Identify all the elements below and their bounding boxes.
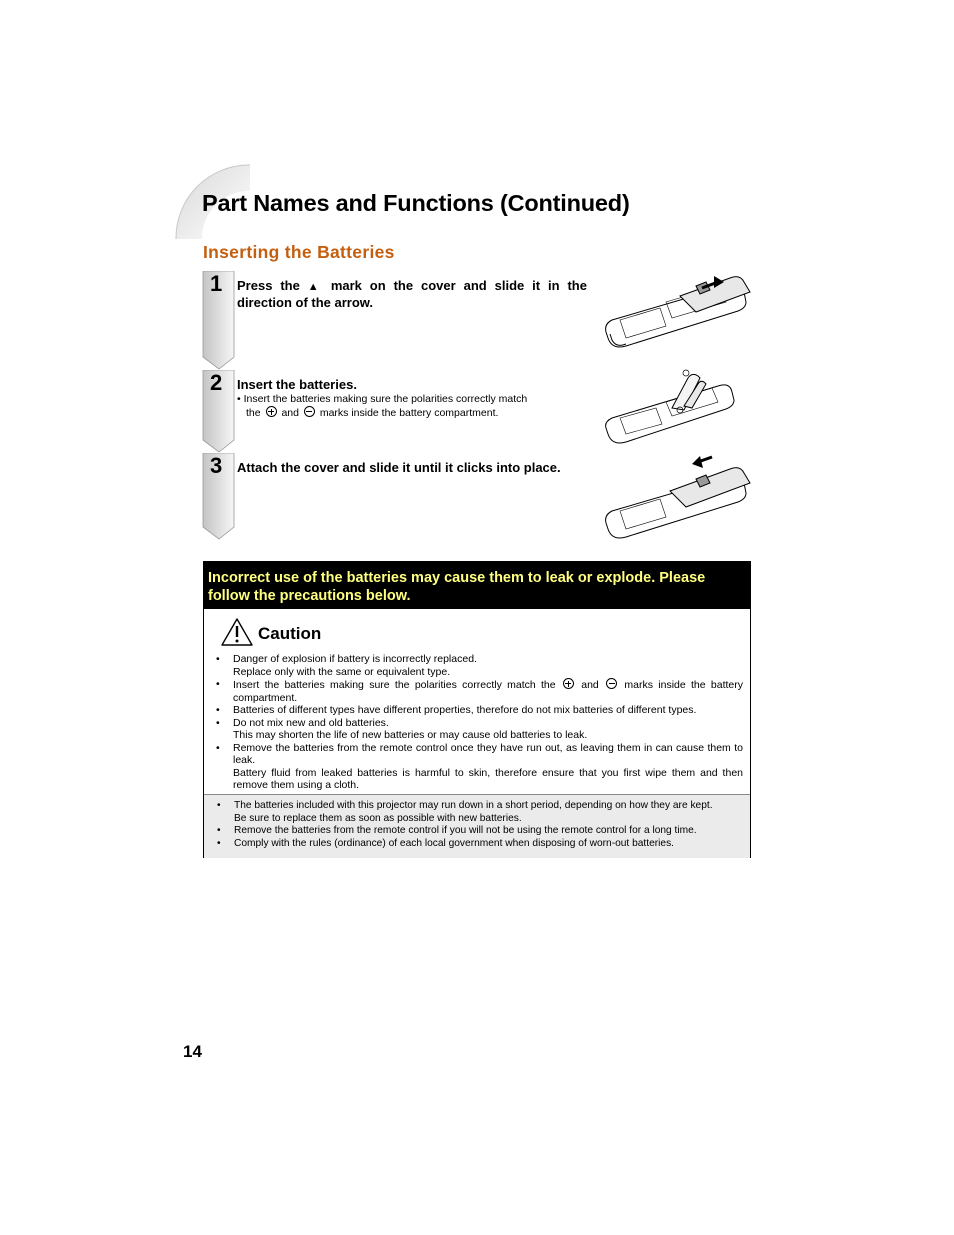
minus-polarity-icon (606, 678, 617, 689)
caution-list (204, 653, 750, 792)
list-item: • Do not mix new and old batteries. This may shorten the life of new batteries or may cause old batteries to leak. (204, 717, 750, 742)
minus-polarity-icon (304, 406, 315, 417)
list-item: • Batteries of different types have different properties, therefore do not mix batteries of different types. (204, 704, 750, 717)
step-2-marker (201, 370, 237, 454)
step-2-instruction: Insert the batteries. (237, 377, 357, 392)
step-number: 1 (210, 271, 223, 296)
cover-attach-illustration (600, 449, 755, 544)
battery-insert-illustration (600, 364, 740, 449)
notes-list (204, 800, 750, 850)
triangle-mark-icon: ▲ (307, 281, 323, 293)
caution-title: Caution (258, 624, 322, 643)
step-number: 3 (210, 453, 223, 478)
remote-cover-slide-illustration (600, 268, 755, 353)
battery-warning-box (203, 561, 751, 858)
list-item: • Insert the batteries making sure the polarities correctly match the and marks inside the battery compartment. (204, 678, 750, 704)
warning-header: Incorrect use of the batteries may cause them to leak or explode. Please follow the precautions below. (204, 562, 750, 609)
notes-area (204, 794, 750, 858)
step-3-marker (201, 453, 237, 541)
list-item: • Comply with the rules (ordinance) of each local government when disposing of worn-out batteries. (204, 838, 750, 851)
step-1-instruction: Press the ▲ mark on the cover and slide it in the direction of the arrow. (237, 278, 587, 310)
list-item: • Remove the batteries from the remote control if you will not be using the remote control for a long time. (204, 825, 750, 838)
list-item: • Remove the batteries from the remote control once they have run out, as leaving them in can cause them to leak. Battery fluid from leaked batteries is harmful to skin, therefore ensure that you first wipe them and then remove them using a cloth. (204, 742, 750, 792)
list-item: • Danger of explosion if battery is incorrectly replaced. Replace only with the same or equivalent type. (204, 653, 750, 678)
list-item: • The batteries included with this projector may run down in a short period, depending on how they are kept. Be sure to replace them as soon as possible with new batteries. (204, 800, 750, 825)
plus-polarity-icon (563, 678, 574, 689)
step-2-note: • Insert the batteries making sure the polarities correctly match the and marks inside the battery compartment. (237, 393, 528, 419)
page-title: Part Names and Functions (Continued) (202, 190, 630, 216)
warning-triangle-icon (220, 617, 254, 647)
step-3-instruction: Attach the cover and slide it until it clicks into place. (237, 460, 561, 475)
step-1-marker (201, 271, 237, 371)
plus-polarity-icon (266, 406, 277, 417)
section-title: Inserting the Batteries (203, 242, 395, 262)
step-number: 2 (210, 370, 223, 395)
page-number: 14 (183, 1042, 202, 1061)
